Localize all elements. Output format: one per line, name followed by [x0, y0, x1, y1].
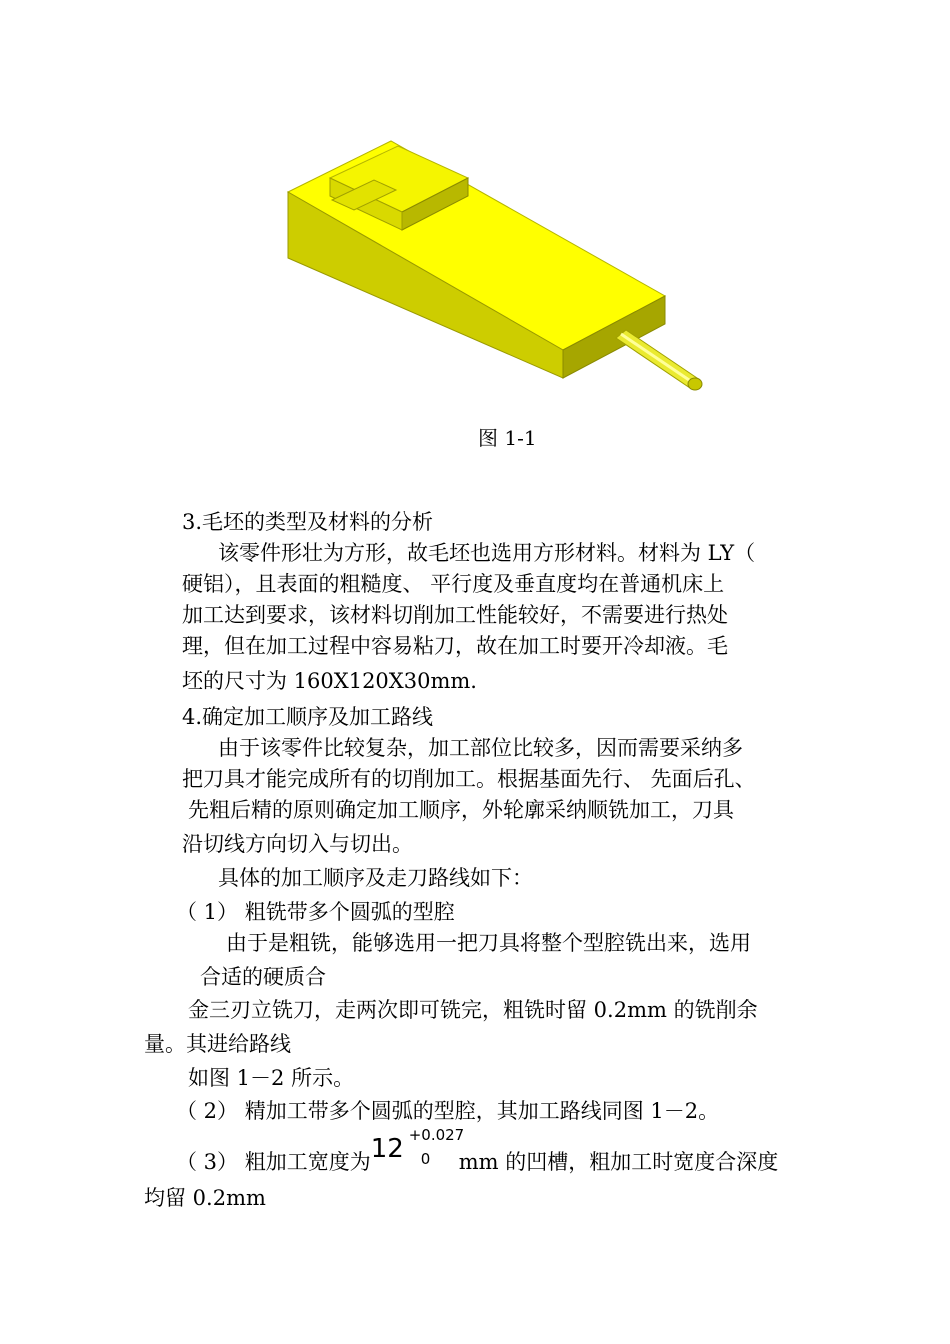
paragraph-line: 先粗后精的原则确定加工顺序，外轮廓采纳顺铣加工，刀具 [188, 798, 734, 822]
list-item-3 [176, 1126, 779, 1176]
paragraph-line: 理，但在加工过程中容易粘刀，故在加工时要开冷却液。毛 [182, 634, 728, 658]
paragraph-line: 把刀具才能完成所有的切削加工。根据基面先行、 先面后孔、 [182, 767, 756, 791]
tolerance-dimension [370, 1126, 465, 1169]
part-3d-figure [280, 138, 710, 403]
paragraph-line: 均留 0.2mm [144, 1186, 266, 1210]
paragraph-line: 沿切线方向切入与切出。 [182, 832, 413, 856]
paragraph-line: 坯的尺寸为 160X120X30mm. [182, 669, 477, 693]
paragraph-line: 由于该零件比较复杂，加工部位比较多，因而需要采纳多 [218, 736, 743, 760]
paragraph-line: 量。其进给路线 [144, 1032, 291, 1056]
paragraph-line: 具体的加工顺序及走刀路线如下： [218, 866, 533, 890]
paragraph-line: 金三刃立铣刀，走两次即可铣完，粗铣时留 0.2mm 的铣削余 [188, 998, 758, 1022]
paragraph-line: 由于是粗铣，能够选用一把刀具将整个型腔铣出来，选用 [226, 931, 751, 955]
paragraph-line: 加工达到要求，该材料切削加工性能较好，不需要进行热处 [182, 603, 728, 627]
list-item: （ 1） 粗铣带多个圆弧的型腔 [176, 900, 455, 924]
paragraph-line: 如图 1－2 所示。 [188, 1066, 355, 1090]
tolerance-nominal: 12 [370, 1134, 404, 1164]
list-item: （ 2） 精加工带多个圆弧的型腔，其加工路线同图 1－2。 [176, 1099, 720, 1123]
figure-caption: 图 1-1 [478, 426, 537, 450]
paragraph-line: 该零件形壮为方形，故毛坯也选用方形材料。材料为 LY（ [218, 541, 756, 565]
paragraph-line: 硬铝），且表面的粗糙度、 平行度及垂直度均在普通机床上 [182, 572, 725, 596]
tolerance-lower: 0 [420, 1150, 431, 1168]
list-item-3-prefix: （ 3） 粗加工宽度为 [176, 1150, 371, 1174]
tolerance-upper: +0.027 [408, 1126, 465, 1144]
section-heading: 4.确定加工顺序及加工路线 [182, 705, 434, 729]
pin [616, 330, 702, 390]
section-heading: 3.毛坯的类型及材料的分析 [182, 510, 434, 534]
paragraph-line: 合适的硬质合 [200, 965, 326, 989]
list-item-3-suffix: mm 的凹槽，粗加工时宽度合深度 [458, 1150, 779, 1174]
